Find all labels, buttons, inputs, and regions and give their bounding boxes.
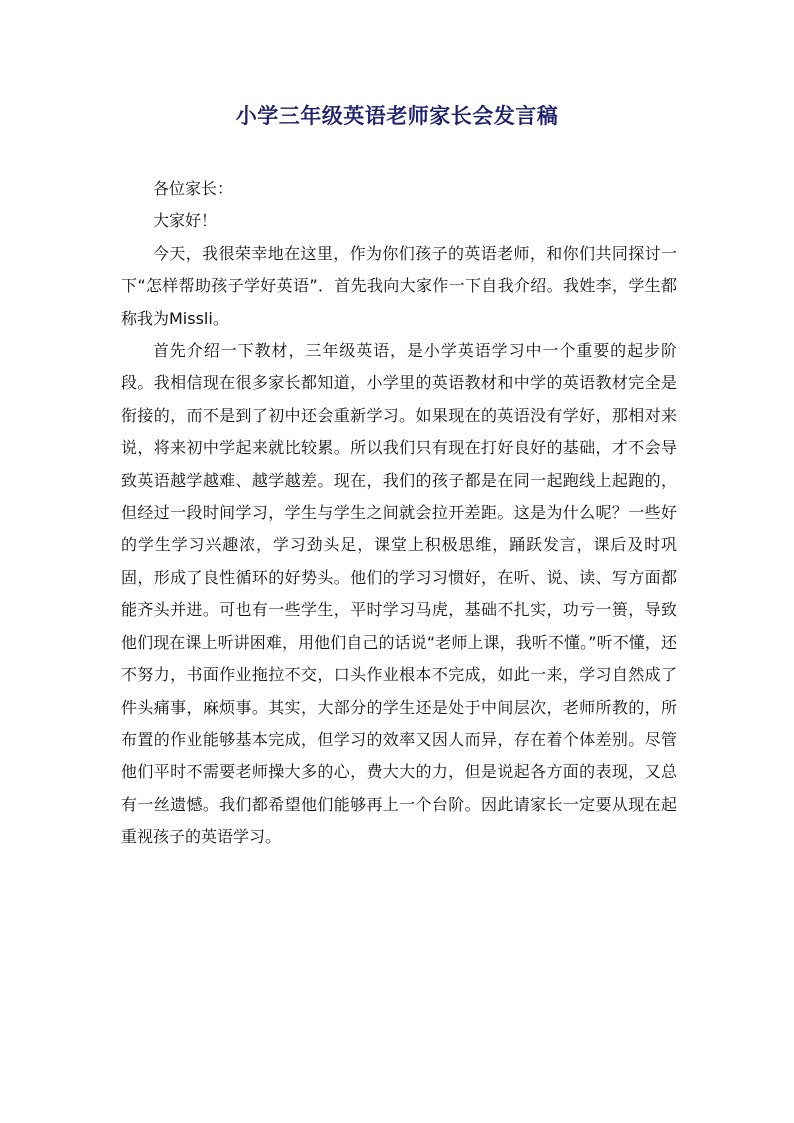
document-title: 小学三年级英语老师家长会发言稿 [235, 103, 559, 128]
document-body [121, 173, 677, 854]
textbook-paragraph: 首先介绍一下教材，三年级英语，是小学英语学习中一个重要的起步阶段。我相信现在很多家长都知道，小学里的英语教材和中学的英语教材完全是衔接的，而不是到了初中还会重新学习。如果现在的英语没有学好，那相对来说，将来初中学起来就比较累。所以我们只有现在打好良好的基础，才不会导致英语越学越难、越学越差。现在，我们的孩子都是在同一起跑线上起跑的，但经过一段时间学习，学生与学生之间就会拉开差距。这是为什么呢？一些好的学生学习兴趣浓，学习劲头足，课堂上积极思维，踊跃发言，课后及时巩固，形成了良性循环的好势头。他们的学习习惯好，在听、说、读、写方面都能齐头并进。可也有一些学生，平时学习马虎，基础不扎实，功亏一篑，导致他们现在课上听讲困难，用他们自己的话说“老师上课，我听不懂。”听不懂，还不努力，书面作业拖拉不交，口头作业根本不完成，如此一来，学习自然成了件头痛事，麻烦事。其实，大部分的学生还是处于中间层次，老师所教的，所布置的作业能够基本完成，但学习的效率又因人而异，存在着个体差别。尽管他们平时不需要老师操大多的心，费大大的力，但是说起各方面的表现，又总有一丝遗憾。我们都希望他们能够再上一个台阶。因此请家长一定要从现在起重视孩子的英语学习。 [121, 341, 677, 847]
introduction-paragraph: 今天，我很荣幸地在这里，作为你们孩子的英语老师，和你们共同探讨一下“怎样帮助孩子学好英语”．首先我向大家作一下自我介绍。我姓李，学生都称我为Missli。 [121, 243, 677, 328]
salutation-paragraph: 各位家长： [153, 179, 234, 198]
greeting-paragraph: 大家好！ [153, 211, 218, 231]
